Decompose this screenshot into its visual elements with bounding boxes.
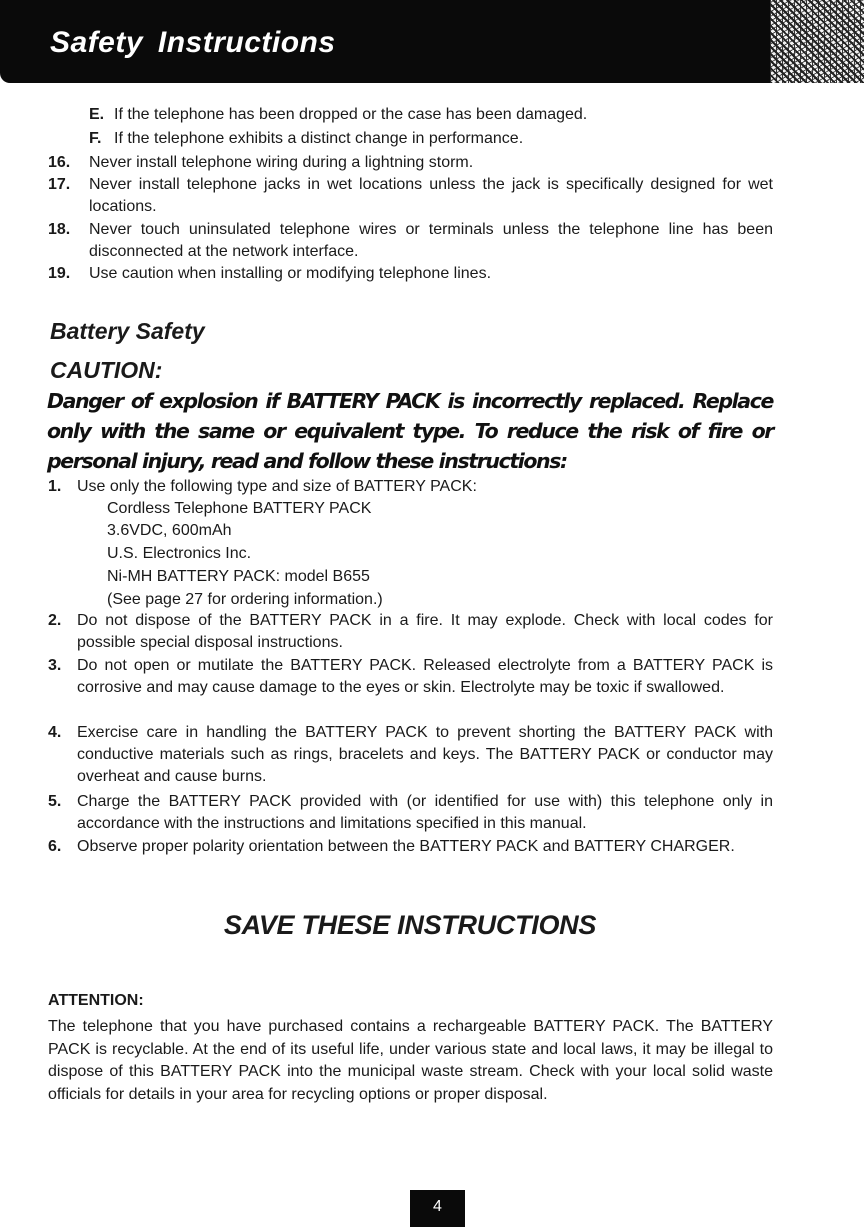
item-number: 6. — [48, 838, 62, 855]
item-text: Never install telephone jacks in wet locations unless the jack is specifically designed for wet locations. — [89, 176, 773, 215]
item-text: Never touch uninsulated telephone wires or terminals unless the telephone line has been disconnected at the network interface. — [89, 221, 773, 260]
item-text: Exercise care in handling the BATTERY PACK to prevent shorting the BATTERY PACK with conductive materials such as rings, bracelets and keys. The BATTERY PACK or conductor may overheat and cause burns. — [77, 724, 773, 785]
list-item — [48, 152, 773, 174]
corner-pattern — [770, 0, 864, 83]
item-number: F. — [89, 130, 102, 147]
item-number: 19. — [48, 265, 71, 282]
item-number: 3. — [48, 657, 62, 674]
list-item — [89, 104, 779, 126]
spec-line: Ni-MH BATTERY PACK: model B655 — [107, 568, 370, 585]
item-number: 5. — [48, 793, 62, 810]
list-item — [48, 476, 773, 498]
battery-safety-heading: Battery Safety — [50, 318, 205, 344]
spec-line: (See page 27 for ordering information.) — [107, 591, 383, 608]
item-number: 18. — [48, 221, 71, 238]
item-text: Never install telephone wiring during a lightning storm. — [89, 154, 474, 171]
list-item — [48, 836, 773, 858]
header-bar — [0, 0, 864, 83]
list-item — [48, 722, 773, 788]
item-text: Observe proper polarity orientation between the BATTERY PACK and BATTERY CHARGER. — [77, 838, 735, 855]
spec-line: Cordless Telephone BATTERY PACK — [107, 500, 372, 517]
attention-label: ATTENTION: — [48, 992, 144, 1009]
item-number: 17. — [48, 176, 71, 193]
caution-label: CAUTION: — [50, 357, 163, 383]
save-instructions-heading: SAVE THESE INSTRUCTIONS — [223, 910, 597, 940]
list-item — [48, 263, 773, 285]
item-text: Do not dispose of the BATTERY PACK in a fire. It may explode. Check with local codes for possible special disposal instructions. — [77, 612, 773, 651]
list-item — [48, 791, 773, 835]
item-number: 2. — [48, 612, 62, 629]
list-item — [48, 219, 773, 263]
item-text: Use caution when installing or modifying telephone lines. — [89, 265, 492, 282]
page-title: Safety Instructions — [50, 26, 336, 59]
list-item — [48, 655, 773, 699]
item-number: 1. — [48, 478, 62, 495]
item-number: 16. — [48, 154, 71, 171]
item-text: Do not open or mutilate the BATTERY PACK. Released electrolyte from a BATTERY PACK is corrosive and may cause damage to the eyes or skin. Electrolyte may be toxic if swallowed. — [77, 657, 773, 696]
item-text: If the telephone has been dropped or the case has been damaged. — [114, 106, 588, 123]
page-number: 4 — [410, 1190, 465, 1227]
item-text: Charge the BATTERY PACK provided with (or identified for use with) this telephone only in accordance with the instructions and limitations specified in this manual. — [77, 793, 773, 832]
list-item — [48, 610, 773, 654]
attention-text: The telephone that you have purchased contains a rechargeable BATTERY PACK. The BATTERY PACK is recyclable. At the end of its useful life, under various state and local laws, it may be illegal to dispose of this BATTERY PACK into the municipal waste stream. Check with your local solid waste officials for details in your area for recycling options or proper disposal. — [48, 1018, 773, 1103]
list-item — [48, 174, 773, 218]
item-number: E. — [89, 106, 105, 123]
list-item — [89, 128, 779, 150]
caution-text: Danger of explosion if BATTERY PACK is incorrectly replaced. Replace only with the same or equivalent type. To reduce the risk of fire or personal injury, read and follow these instructions: — [47, 389, 773, 473]
spec-line: U.S. Electronics Inc. — [107, 545, 252, 562]
item-text: Use only the following type and size of BATTERY PACK: — [77, 478, 477, 495]
item-text: If the telephone exhibits a distinct change in performance. — [114, 130, 524, 147]
item-number: 4. — [48, 724, 62, 741]
spec-line: 3.6VDC, 600mAh — [107, 522, 232, 539]
